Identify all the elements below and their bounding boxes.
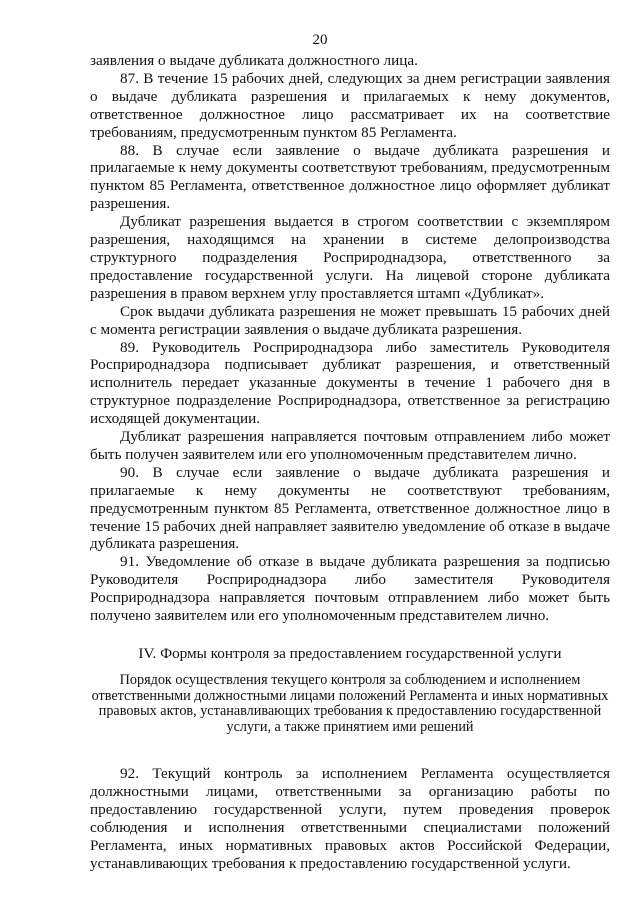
- paragraph-duplicate-issuance: Дубликат разрешения выдается в строгом соответствии с экземпляром разрешения, находящимся на хранении в системе делопроизводства структурного подразделения Росприроднадзора, ответственного за предоставление государственной услуги. На лицевой стороне дубликата разрешения в правом верхнем углу проставляется штамп «Дубликат».: [90, 213, 610, 302]
- document-body: [90, 52, 610, 873]
- paragraph-88: 88. В случае если заявление о выдаче дубликата разрешения и прилагаемые к нему документы соответствуют требованиям, предусмотренным пунктом 85 Регламента, ответственное должностное лицо оформляет дубликат разрешения.: [90, 141, 610, 213]
- paragraph-89: 89. Руководитель Росприроднадзора либо заместитель Руководителя Росприроднадзора подписывает дубликат разрешения, и ответственный исполнитель передает указанные документы в течение 1 рабочего дня в структурное подразделение Росприроднадзора, ответственное за регистрацию исходящей документации.: [90, 338, 610, 428]
- paragraph-issuance-term: Срок выдачи дубликата разрешения не может превышать 15 рабочих дней с момента регистрации заявления о выдаче дубликата разрешения.: [90, 302, 610, 338]
- section-title: IV. Формы контроля за предоставлением государственной услуги: [138, 645, 562, 662]
- paragraph-87: 87. В течение 15 рабочих дней, следующих за днем регистрации заявления о выдаче дубликата разрешения и прилагаемых к нему документов, ответственное должностное лицо рассматривает их на соответствие требованиям, предусмотренным пунктом 85 Регламента.: [90, 69, 610, 141]
- subsection-heading: Порядок осуществления текущего контроля за соблюдением и исполнением ответственными должностными лицами положений Регламента и иных нормативных правовых актов, устанавливающих требования к предоставлению государственной услуги, а также принятием ими решений: [91, 671, 609, 735]
- paragraph-91: 91. Уведомление об отказе в выдаче дубликата разрешения за подписью Руководителя Росприроднадзора либо заместителя Руководителя Росприроднадзора направляется почтовым отправлением либо может быть получено заявителем или его уполномоченным представителем лично.: [90, 553, 610, 625]
- paragraph-continuation: заявления о выдаче дубликата должностного лица.: [90, 52, 418, 69]
- paragraph-92: 92. Текущий контроль за исполнением Регламента осуществляется должностными лицами, ответственными за организацию работы по предоставлению государственной услуги, путем проведения проверок соблюдения и исполнения ответственными специалистами положений Регламента, иных нормативных правовых актов Российской Федерации, устанавливающих требования к предоставлению государственной услуги.: [90, 765, 610, 872]
- paragraph-90: 90. В случае если заявление о выдаче дубликата разрешения и прилагаемые к нему документы не соответствуют требованиям, предусмотренным пунктом 85 Регламента, ответственное должностное лицо в течение 15 рабочих дней направляет заявителю уведомление об отказе в выдаче дубликата разрешения.: [90, 463, 610, 553]
- paragraph-duplicate-delivery: Дубликат разрешения направляется почтовым отправлением либо может быть получен заявителем или его уполномоченным представителем лично.: [90, 428, 610, 463]
- page-number: 20: [312, 32, 328, 48]
